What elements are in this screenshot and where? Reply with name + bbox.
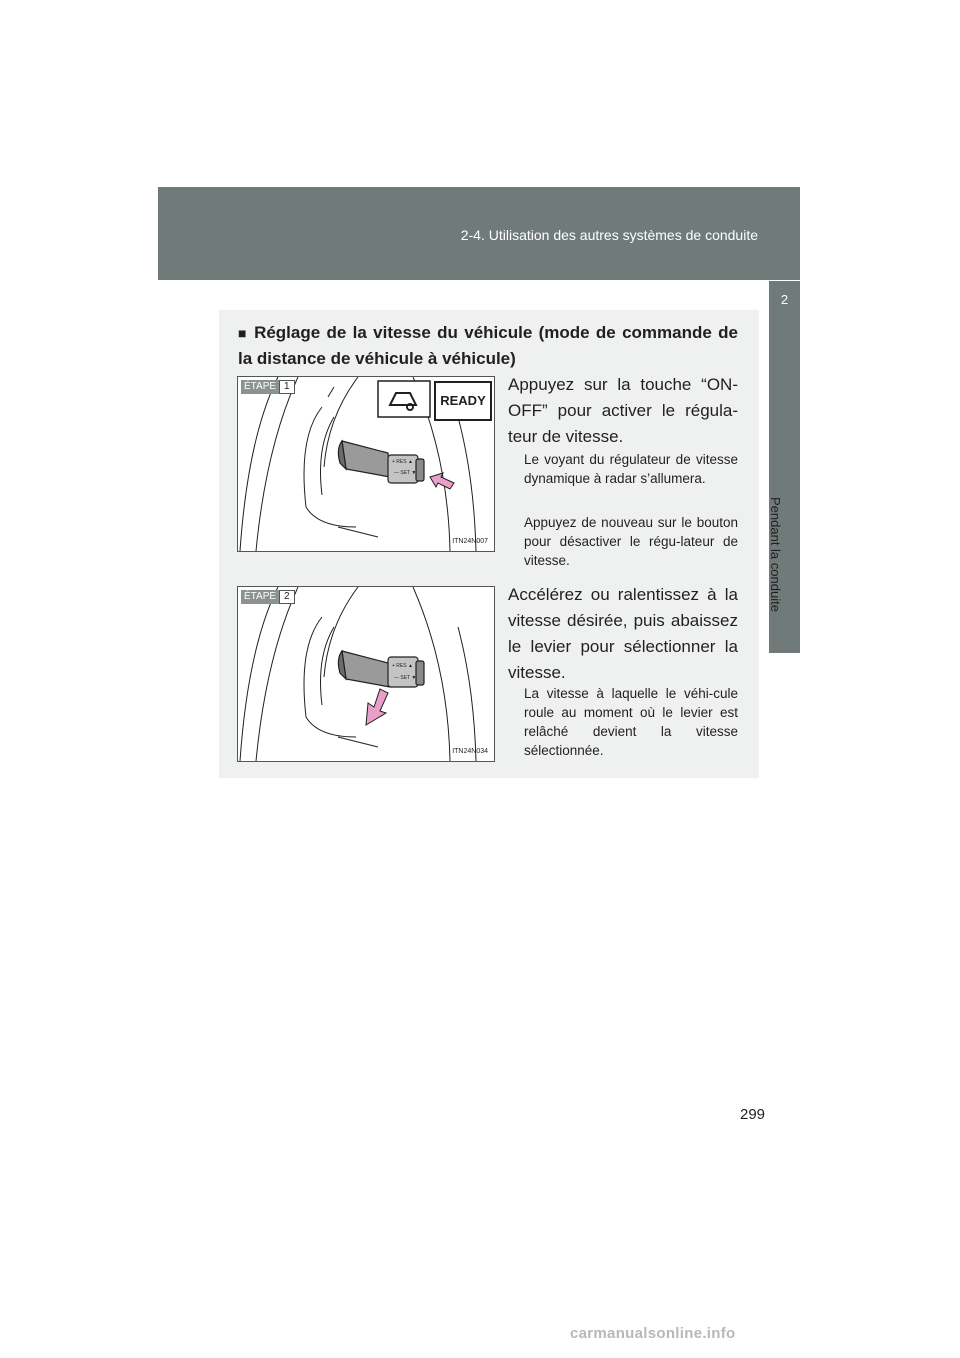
step-1-note-2: Appuyez de nouveau sur le bouton pour désactiver le régu-lateur de vitesse. <box>524 515 738 568</box>
figure-code: ITN24N034 <box>452 748 488 755</box>
section-heading <box>238 320 738 372</box>
step-label: ÉTAPE <box>241 380 279 394</box>
watermark: carmanualsonline.info <box>570 1325 736 1342</box>
step-label: ÉTAPE <box>241 590 279 604</box>
chapter-header <box>158 187 800 280</box>
steering-lever-illustration-down <box>238 587 494 761</box>
side-tab-label: Pendant la conduite <box>768 497 783 612</box>
step-1-instruction: Appuyez sur la touche “ON-OFF” pour activer le régula-teur de vitesse. <box>508 375 738 446</box>
section-heading-text: Réglage de la vitesse du véhicule (mode de commande de la distance de véhicule à véhicule) <box>238 323 738 368</box>
ready-indicator: READY <box>434 381 492 421</box>
press-arrow-icon <box>430 473 454 489</box>
step-2-note-1: La vitesse à laquelle le véhi-cule roule au moment où le levier est relâché devient la vitesse sélectionnée. <box>524 686 738 758</box>
chapter-title: 2-4. Utilisation des autres systèmes de conduite <box>460 227 758 243</box>
svg-text:+ RES ▲: + RES ▲ <box>392 663 413 669</box>
step-1-note-1: Le voyant du régulateur de vitesse dynamique à radar s’allumera. <box>524 452 738 486</box>
step-2-figure <box>237 586 495 762</box>
square-bullet-icon: ■ <box>238 325 249 341</box>
step-1-badge <box>241 380 295 394</box>
page-number: 299 <box>740 1106 766 1123</box>
svg-text:— SET ▼: — SET ▼ <box>394 470 417 476</box>
figure-code: ITN24N007 <box>452 538 488 545</box>
step-2-instruction: Accélérez ou ralentissez à la vitesse désirée, puis abaissez le levier pour sélectionner la vitesse. <box>508 585 738 682</box>
down-arrow-icon <box>366 689 388 725</box>
step-2-badge <box>241 590 295 604</box>
svg-text:+ RES ▲: + RES ▲ <box>392 459 413 465</box>
step-number: 2 <box>279 590 295 604</box>
step-1-figure <box>237 376 495 552</box>
side-tab-number: 2 <box>780 292 789 307</box>
step-number: 1 <box>279 380 295 394</box>
svg-text:— SET ▼: — SET ▼ <box>394 675 417 681</box>
